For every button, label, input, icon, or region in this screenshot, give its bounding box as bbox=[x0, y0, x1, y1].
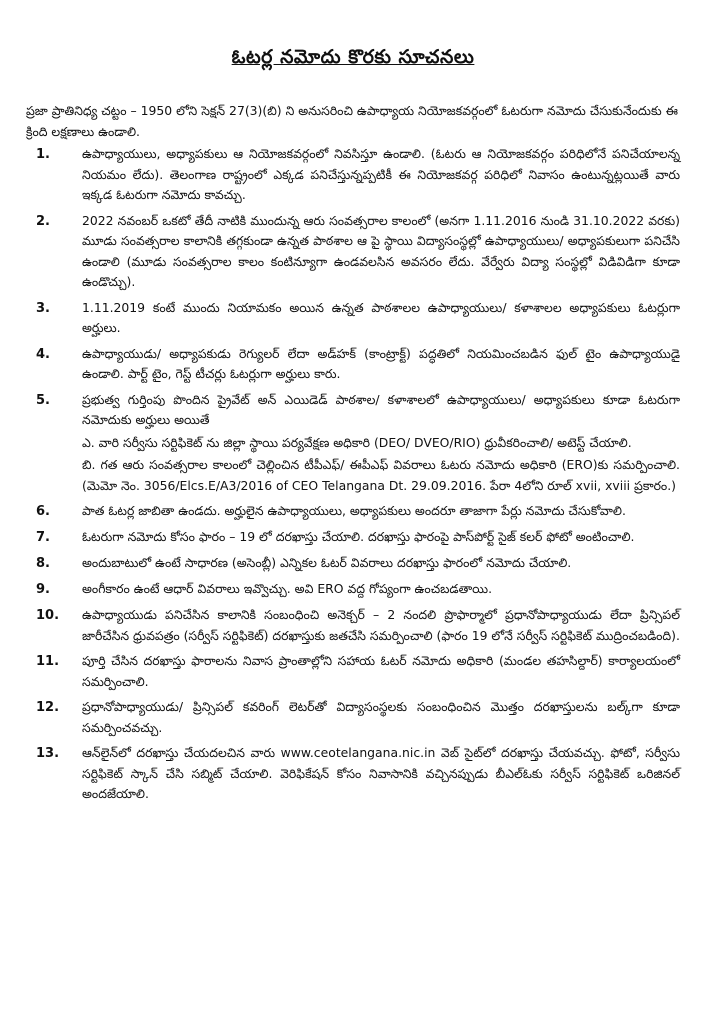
item-body bbox=[82, 743, 680, 805]
instructions-list bbox=[0, 144, 706, 810]
list-item bbox=[0, 527, 706, 548]
item-body bbox=[82, 553, 680, 574]
item-body bbox=[82, 344, 680, 385]
item-number: 4. bbox=[36, 346, 50, 362]
item-number: 12. bbox=[36, 700, 60, 715]
item-text: అంగీకారం ఉంటే ఆధార్ వివరాలు ఇవ్వొచ్చు. అవి ERO వద్ద గోప్యంగా ఉంచబడతాయి. bbox=[82, 581, 493, 596]
list-item bbox=[0, 298, 706, 339]
item-text: 2022 నవంబర్ ఒకటో తేదీ నాటికి ముందున్న ఆరు సంవత్సరాల కాలంలో (అనగా 1.11.2016 నుండి 31.10.2022 వరకు) మూడు సంవత్సరాల కాలానికి తగ్గకుండా ఉన్నత పాఠశాల ఆ పై స్థాయి విద్యాసంస్థల్లో ఉపాధ్యాయులు/ అధ్యాపకులుగా పనిచేసి ఉండాలి (మూడు సంవత్సరాల కాలం కంటిన్యూగా ఉండవలసిన అవసరం లేదు. వేర్వేరు విద్యా సంస్థల్లో విడివిడిగా కూడా ఉండొచ్చు). bbox=[82, 212, 680, 289]
item-number: 13. bbox=[36, 746, 60, 761]
item-body bbox=[82, 298, 680, 339]
item-text: ఆన్‌లైన్‌లో దరఖాస్తు చేయదలచిన వారు www.ceotelangana.nic.in వెబ్ సైట్‌లో దరఖాస్తు చేయవచ్చు. ఫోటో, సర్వీసు సర్టిఫికెట్ స్కాన్ చేసి సబ్మిట్ చేయాలి. వెరిఫికేషన్ కోసం నివాసానికి వచ్చినప్పుడు బీఎల్‌ఓకు సర్వీస్ సర్టిఫికెట్ ఒరిజినల్ అందజేయాలి. bbox=[82, 745, 680, 801]
list-item bbox=[0, 553, 706, 574]
list-item bbox=[0, 390, 706, 497]
item-body bbox=[82, 651, 680, 692]
sub-item: బి. గత ఆరు సంవత్సరాల కాలంలో చెల్లించిన టీపీఎఫ్/ ఈపీఎఫ్ వివరాలు ఓటరు నమోదు అధికారి (ERO)కు సమర్పించాలి. (మెమో నెం. 3056/Elcs.E/A3/2016 of CEO Telangana Dt. 29.09.2016. పేరా 4లోని రూల్ xvii, xviii ప్రకారం.) bbox=[82, 457, 680, 493]
item-number: 9. bbox=[36, 582, 50, 597]
list-item bbox=[0, 501, 706, 522]
item-body bbox=[82, 144, 680, 206]
item-text: పూర్తి చేసిన దరఖాస్తు ఫారాలను నివాస ప్రాంతాల్లోని సహాయ ఓటర్ నమోదు అధికారి (మండల తహసిల్దార్) కార్యాలయంలో సమర్పించాలి. bbox=[82, 653, 680, 689]
item-body bbox=[82, 501, 680, 522]
list-item bbox=[0, 605, 706, 646]
item-body bbox=[82, 579, 680, 600]
item-text: ఉపాధ్యాయుడు పనిచేసిన కాలానికి సంబంధించి అనెక్చర్ – 2 నందలి ప్రొఫార్మాలో ప్రధానోపాధ్యాయుడు లేదా ప్రిన్సిపల్ జారీచేసిన ధ్రువపత్రం (సర్వీస్ సర్టిఫికెట్) దరఖాస్తుకు జతచేసి సమర్పించాలి (ఫారం 19 లోనే సర్వీస్ సర్టిఫికెట్ ముద్రించబడింది). bbox=[82, 607, 680, 643]
item-number: 10. bbox=[36, 608, 60, 623]
item-text: ప్రధానోపాధ్యాయుడు/ ప్రిన్సిపల్ కవరింగ్ లెటర్‌తో విద్యాసంస్థలకు సంబంధించిన మొత్తం దరఖాస్తులను బల్క్‌గా కూడా సమర్పించవచ్చు. bbox=[82, 699, 680, 735]
list-item bbox=[0, 697, 706, 738]
item-number: 1. bbox=[36, 147, 50, 162]
item-number: 3. bbox=[36, 300, 50, 316]
item-number: 8. bbox=[36, 556, 50, 571]
list-item bbox=[0, 743, 706, 805]
list-item bbox=[0, 579, 706, 600]
item-body bbox=[82, 605, 680, 646]
item-number: 5. bbox=[36, 392, 50, 408]
item-text: పాత ఓటర్ల జాబితా ఉండదు. అర్హులైన ఉపాధ్యాయులు, అధ్యాపకులు అందరూ తాజాగా పేర్లు నమోదు చేసుకోవాలి. bbox=[82, 503, 626, 518]
item-body bbox=[82, 211, 680, 293]
list-item bbox=[0, 211, 706, 293]
item-body bbox=[82, 390, 680, 497]
item-body bbox=[82, 527, 680, 548]
item-number: 7. bbox=[36, 530, 50, 545]
intro-paragraph: ప్రజా ప్రాతినిధ్య చట్టం – 1950 లోని సెక్షన్ 27(3)(బి) ని అనుసరించి ఉపాధ్యాయ నియోజకవర్గంలో ఓటరుగా నమోదు చేసుకునేందుకు ఈ క్రింది లక్షణాలు ఉండాలి. bbox=[26, 103, 678, 139]
item-body bbox=[82, 697, 680, 738]
item-text: ఉపాధ్యాయులు, అధ్యాపకులు ఆ నియోజకవర్గంలో నివసిస్తూ ఉండాలి. (ఓటరు ఆ నియోజకవర్గం పరిధిలోనే పనిచేయాలన్న నియమం లేదు). తెలంగాణ రాష్ట్రంలో ఎక్కడ పనిచేస్తున్నప్పటికీ ఈ నియోజకవర్గ పరిధిలో నివాసం ఉంటున్నట్లయితే వారు ఇక్కడ ఓటరుగా నమోదు కావచ్చు. bbox=[82, 146, 680, 202]
item-text: ఓటరుగా నమోదు కోసం ఫారం – 19 లో దరఖాస్తు చేయాలి. దరఖాస్తు ఫారంపై పాస్‌పోర్ట్ సైజ్ కలర్ ఫోటో అంటించాలి. bbox=[82, 529, 635, 544]
sub-item: ఎ. వారి సర్వీసు సర్టిఫికెట్ ను జిల్లా స్థాయి పర్యవేక్షణ అధికారి (DEO/ DVEO/RIO) ధ్రువీకరించాలి/ అటెస్ట్ చేయాలి. bbox=[82, 434, 632, 450]
item-text: ఉపాధ్యాయుడు/ అధ్యాపకుడు రెగ్యులర్ లేదా అడ్‌హక్ (కాంట్రాక్ట్) పద్ధతిలో నియమించబడిన ఫుల్ టైం ఉపాధ్యాయుడై ఉండాలి. పార్ట్ టైం, గెస్ట్ టీచర్లు ఓటర్లుగా అర్హులు కారు. bbox=[82, 345, 680, 381]
item-number: 11. bbox=[36, 654, 60, 669]
list-item bbox=[0, 344, 706, 385]
item-text: అందుబాటులో ఉంటే సాధారణ (అసెంబ్లీ) ఎన్నికల ఓటర్ వివరాలు దరఖాస్తు ఫారంలో నమోదు చేయాలి. bbox=[82, 555, 572, 570]
item-text: 1.11.2019 కంటే ముందు నియామకం అయిన ఉన్నత పాఠశాలల ఉపాధ్యాయులు/ కళాశాలల అధ్యాపకులు ఓటర్లుగా అర్హులు. bbox=[82, 299, 680, 335]
item-text: ప్రభుత్వ గుర్తింపు పొందిన ప్రైవేట్ అన్ ఎయిడెడ్ పాఠశాల/ కళాశాలలో ఉపాధ్యాయులు/ అధ్యాపకులు కూడా ఓటరుగా నమోదుకు అర్హులు అయితే bbox=[82, 391, 680, 427]
page-title: ఓటర్ల నమోదు కొరకు సూచనలు bbox=[231, 46, 475, 68]
list-item bbox=[0, 144, 706, 206]
item-number: 6. bbox=[36, 504, 50, 519]
item-number: 2. bbox=[36, 213, 50, 229]
list-item bbox=[0, 651, 706, 692]
